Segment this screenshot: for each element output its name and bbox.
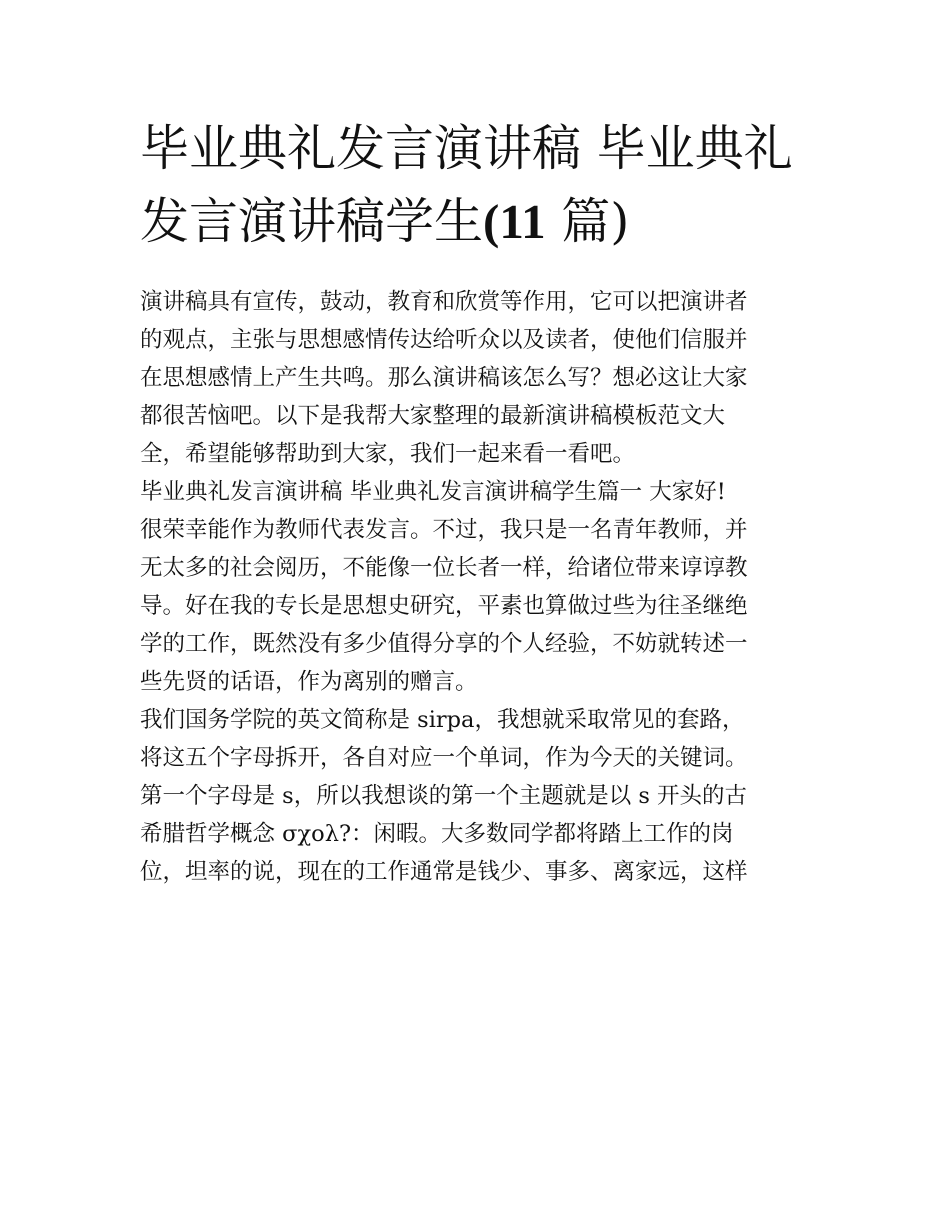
paragraph-line: 我们国务学院的英文简称是 sirpa，我想就采取常见的套路， xyxy=(140,707,745,733)
paragraph-line: 很荣幸能作为教师代表发言。不过，我只是一名青年教师，并 xyxy=(140,517,748,543)
title-line-1: 毕业典礼发言演讲稿 毕业典礼 xyxy=(140,120,793,177)
paragraph-line: 位，坦率的说，现在的工作通常是钱少、事多、离家远，这样 xyxy=(140,859,748,885)
section-heading-paragraph xyxy=(140,473,818,511)
document-body xyxy=(140,283,818,891)
paragraph-line: 希腊哲学概念 σχολ?：闲暇。大多数同学都将踏上工作的岗 xyxy=(140,821,734,847)
paragraph-line: 无太多的社会阅历，不能像一位长者一样，给诸位带来谆谆教 xyxy=(140,555,748,581)
intro-paragraph xyxy=(140,283,818,473)
paragraph-line: 将这五个字母拆开，各自对应一个单词，作为今天的关键词。 xyxy=(140,745,748,771)
paragraph-line: 演讲稿具有宣传，鼓动，教育和欣赏等作用，它可以把演讲者 xyxy=(140,289,748,315)
paragraph-line: 都很苦恼吧。以下是我帮大家整理的最新演讲稿模板范文大 xyxy=(140,403,726,429)
speech-paragraph-2 xyxy=(140,701,818,891)
paragraph-line: 毕业典礼发言演讲稿 毕业典礼发言演讲稿学生篇一 大家好! xyxy=(140,479,726,505)
paragraph-line: 在思想感情上产生共鸣。那么演讲稿该怎么写？想必这让大家 xyxy=(140,365,748,391)
speech-paragraph-1 xyxy=(140,511,818,701)
paragraph-line: 学的工作，既然没有多少值得分享的个人经验，不妨就转述一 xyxy=(140,631,748,657)
title-count: (11 xyxy=(483,194,546,249)
paragraph-line: 导。好在我的专长是思想史研究，平素也算做过些为往圣继绝 xyxy=(140,593,748,619)
paragraph-line: 全，希望能够帮助到大家，我们一起来看一看吧。 xyxy=(140,441,636,467)
paragraph-line: 的观点，主张与思想感情传达给听众以及读者，使他们信服并 xyxy=(140,327,748,353)
paragraph-line: 些先贤的话语，作为离别的赠言。 xyxy=(140,669,478,695)
document-title xyxy=(140,112,820,258)
paragraph-line: 第一个字母是 s，所以我想谈的第一个主题就是以 s 开头的古 xyxy=(140,783,748,809)
title-line-2: 发言演讲稿学生(11 篇) xyxy=(140,193,630,250)
